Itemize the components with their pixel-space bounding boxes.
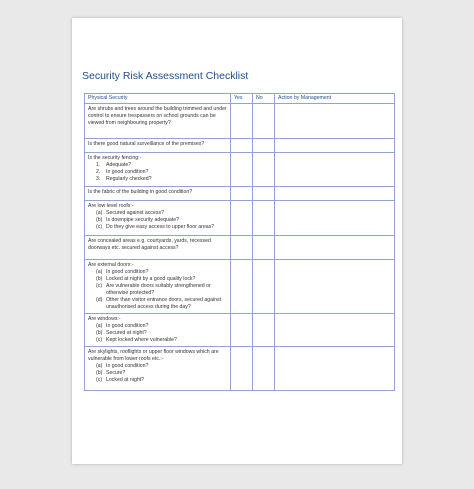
sub-item [88, 276, 227, 283]
question-cell [85, 347, 231, 391]
sub-item [88, 162, 227, 169]
sub-item-list [88, 210, 227, 231]
yes-cell[interactable] [231, 153, 253, 187]
sub-item-text: Locked at night? [106, 377, 145, 383]
sub-item [88, 377, 227, 384]
sub-item-marker: (c) [96, 224, 103, 230]
sub-item-text: Is downpipe security adequate? [106, 217, 179, 223]
sub-item-text: Secure? [106, 370, 126, 376]
sub-item-text: Other than visitor entrance doors, secured against unauthorised access during the day? [106, 297, 222, 310]
no-cell[interactable] [253, 187, 275, 201]
sub-item [88, 269, 227, 276]
question-text: Is the security fencing:- [88, 155, 142, 161]
sub-item-text: Adequate? [106, 162, 132, 168]
header-section: Physical Security [85, 94, 231, 104]
question-cell [85, 104, 231, 139]
yes-cell[interactable] [231, 347, 253, 391]
action-cell[interactable] [275, 236, 395, 260]
action-cell[interactable] [275, 104, 395, 139]
sub-item [88, 217, 227, 224]
checklist-row [85, 236, 395, 260]
question-text: Are windows:- [88, 316, 121, 322]
question-text: Are low level roofs:- [88, 203, 134, 209]
no-cell[interactable] [253, 260, 275, 314]
action-cell[interactable] [275, 347, 395, 391]
checklist-row [85, 260, 395, 314]
no-cell[interactable] [253, 314, 275, 347]
sub-item-marker: (c) [96, 337, 103, 343]
yes-cell[interactable] [231, 187, 253, 201]
sub-item-marker: (a) [96, 323, 103, 329]
question-text: Are external doors:- [88, 262, 134, 268]
question-text: Is there good natural surveillance of the premises? [88, 141, 205, 147]
sub-item-marker: 2. [96, 169, 101, 175]
sub-item-list [88, 162, 227, 183]
sub-item-text: Regularly checked? [106, 176, 152, 182]
document-title: Security Risk Assessment Checklist [82, 70, 249, 82]
action-cell[interactable] [275, 314, 395, 347]
sub-item-text: In good condition? [106, 269, 149, 275]
no-cell[interactable] [253, 153, 275, 187]
sub-item-text: In good condition? [106, 169, 149, 175]
sub-item-list [88, 323, 227, 344]
sub-item-marker: (b) [96, 370, 103, 376]
action-cell[interactable] [275, 187, 395, 201]
sub-item [88, 283, 227, 297]
question-text: Are concealed areas e.g. courtyards, yards, recessed doorways etc. secured against access? [88, 238, 211, 251]
no-cell[interactable] [253, 201, 275, 236]
checklist-table [84, 93, 395, 391]
sub-item-text: In good condition? [106, 323, 149, 329]
yes-cell[interactable] [231, 314, 253, 347]
checklist-row [85, 139, 395, 153]
sub-item-marker: (a) [96, 269, 103, 275]
checklist-row [85, 104, 395, 139]
sub-item-text: Do they give easy access to upper floor areas? [106, 224, 215, 230]
header-no: No [253, 94, 275, 104]
header-action: Action by Management [275, 94, 395, 104]
sub-item [88, 363, 227, 370]
sub-item [88, 210, 227, 217]
yes-cell[interactable] [231, 104, 253, 139]
no-cell[interactable] [253, 347, 275, 391]
sub-item [88, 169, 227, 176]
sub-item-marker: 3. [96, 176, 101, 182]
sub-item-marker: 1. [96, 162, 101, 168]
action-cell[interactable] [275, 260, 395, 314]
sub-item [88, 297, 227, 311]
checklist-body [85, 104, 395, 391]
yes-cell[interactable] [231, 260, 253, 314]
checklist-row [85, 187, 395, 201]
sub-item-marker: (c) [96, 377, 103, 383]
sub-item-marker: (b) [96, 217, 103, 223]
action-cell[interactable] [275, 153, 395, 187]
question-cell [85, 139, 231, 153]
question-cell [85, 201, 231, 236]
sub-item-text: Kept locked where vulnerable? [106, 337, 177, 343]
question-text: Is the fabric of the building in good condition? [88, 189, 193, 195]
header-yes: Yes [231, 94, 253, 104]
checklist-row [85, 347, 395, 391]
checklist-row [85, 201, 395, 236]
sub-item-marker: (d) [96, 297, 103, 303]
document-page [72, 18, 402, 464]
sub-item [88, 370, 227, 377]
header-row [85, 94, 395, 104]
sub-item-marker: (c) [96, 283, 103, 289]
yes-cell[interactable] [231, 201, 253, 236]
question-cell [85, 153, 231, 187]
sub-item-list [88, 363, 227, 384]
yes-cell[interactable] [231, 236, 253, 260]
action-cell[interactable] [275, 139, 395, 153]
no-cell[interactable] [253, 104, 275, 139]
no-cell[interactable] [253, 236, 275, 260]
action-cell[interactable] [275, 201, 395, 236]
sub-item [88, 176, 227, 183]
question-cell [85, 187, 231, 201]
checklist-row [85, 153, 395, 187]
question-cell [85, 314, 231, 347]
sub-item-marker: (b) [96, 276, 103, 282]
question-text: Are shrubs and trees around the building trimmed and under control to ensure trespassers on school grounds can be viewed from neighbouring property? [88, 106, 227, 126]
sub-item-text: Secured against access? [106, 210, 164, 216]
sub-item-marker: (b) [96, 330, 103, 336]
question-cell [85, 236, 231, 260]
checklist-row [85, 314, 395, 347]
sub-item-marker: (a) [96, 363, 103, 369]
sub-item [88, 224, 227, 231]
sub-item-text: In good condition? [106, 363, 149, 369]
question-text: Are skylights, rooflights or upper floor windows which are vulnerable from lower roofs etc.:- [88, 349, 219, 362]
sub-item-marker: (a) [96, 210, 103, 216]
sub-item-text: Secured at night? [106, 330, 147, 336]
sub-item [88, 330, 227, 337]
question-cell [85, 260, 231, 314]
no-cell[interactable] [253, 139, 275, 153]
sub-item [88, 323, 227, 330]
sub-item-text: Locked at night by a good quality lock? [106, 276, 196, 282]
sub-item [88, 337, 227, 344]
yes-cell[interactable] [231, 139, 253, 153]
sub-item-text: Are vulnerable doors suitably strengthened or otherwise protected? [106, 283, 211, 296]
sub-item-list [88, 269, 227, 311]
